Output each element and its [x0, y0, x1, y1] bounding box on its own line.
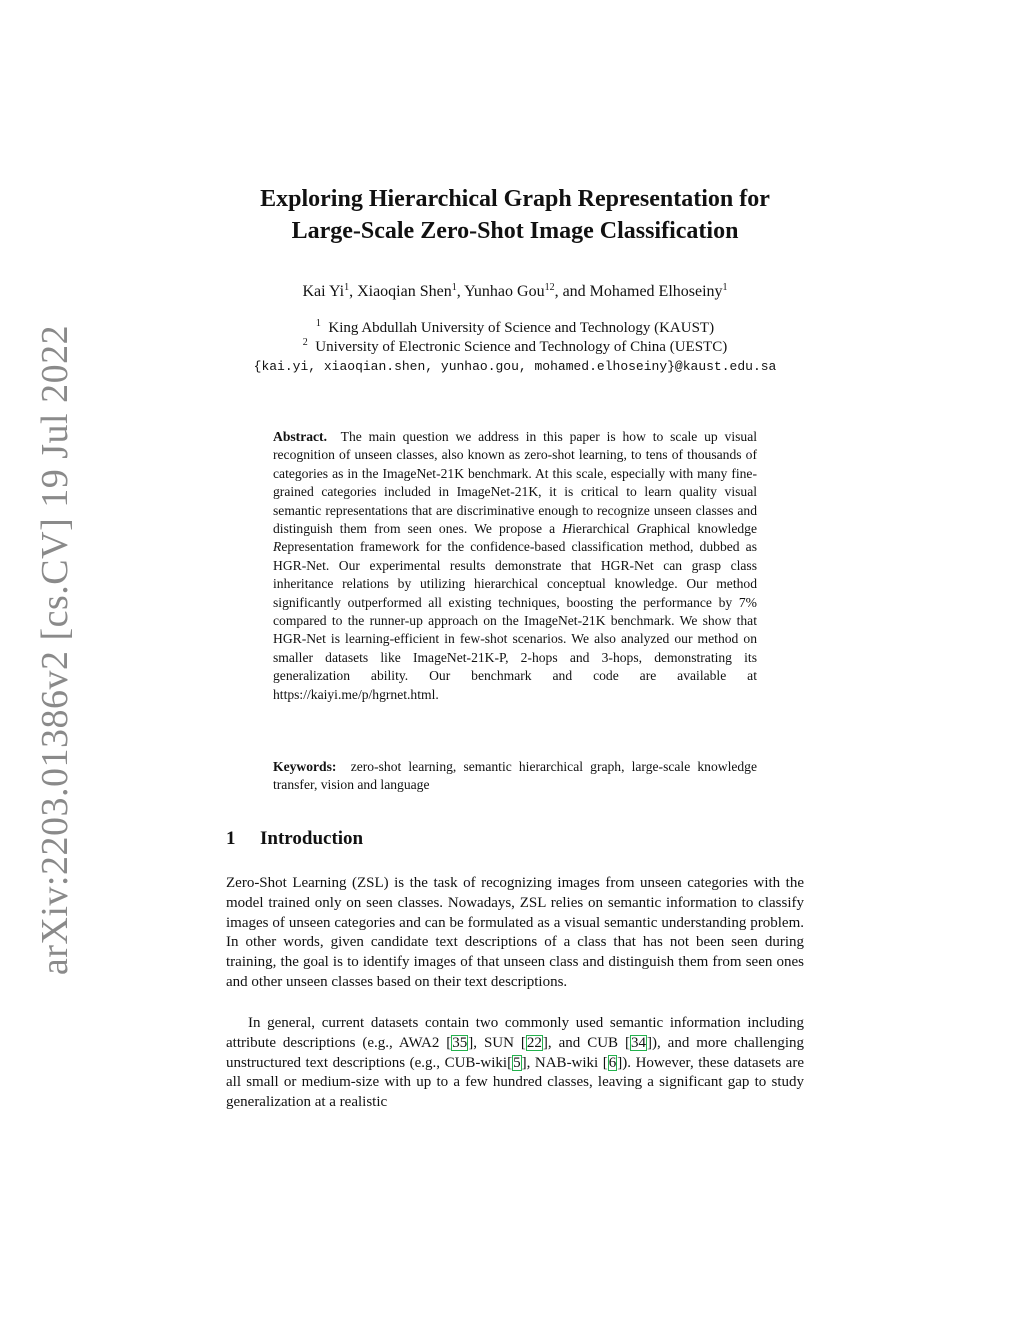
abstract-emphasis-letter: G — [636, 521, 647, 537]
author-list — [200, 283, 830, 301]
paragraph-text: ], SUN [ — [468, 1034, 526, 1051]
section-heading-introduction — [226, 828, 363, 850]
affiliation-text: King Abdullah University of Science and Technology (KAUST) — [328, 320, 715, 336]
arxiv-identifier: arXiv:2203.01386v2 [cs.CV] 19 Jul 2022 — [34, 324, 76, 976]
title-line-2: Large-Scale Zero-Shot Image Classification — [291, 218, 739, 244]
paragraph-text: ], NAB-wiki [ — [521, 1054, 608, 1071]
author-separator: , — [456, 283, 465, 300]
abstract-emphasis-letter: H — [562, 521, 573, 537]
abstract-label: Abstract. — [273, 429, 327, 444]
paragraph-text: ]). However, these datasets are all small or medium-size with up to a few hundred classes, leaving a significant gap to study generalization at a realistic — [226, 1054, 804, 1111]
paragraph-text: In general, current datasets contain two commonly used semantic information including attribute descriptions (e.g., AWA2 [ — [226, 1015, 804, 1051]
author-affiliation-mark: 1 — [722, 282, 728, 293]
abstract-text: raphical knowledge — [646, 521, 757, 537]
author-name: Xiaoqian Shen — [357, 283, 452, 300]
author-affiliation-mark: 1 — [451, 282, 457, 293]
affiliation-2 — [200, 338, 830, 357]
affiliation-mark: 2 — [302, 337, 308, 348]
intro-paragraph-2 — [226, 1014, 804, 1113]
author-emails: {kai.yi, xiaoqian.shen, yunhao.gou, mohamed.elhoseiny}@kaust.edu.sa — [253, 359, 777, 374]
abstract — [273, 428, 757, 704]
author-name: Kai Yi — [302, 283, 345, 300]
author-name: Mohamed Elhoseiny — [589, 283, 723, 300]
affiliation-1 — [200, 319, 830, 338]
author-separator: , — [349, 283, 358, 300]
author-affiliation-mark: 12 — [544, 282, 555, 293]
citation-link[interactable]: 34 — [630, 1034, 646, 1051]
keywords — [273, 758, 757, 795]
section-number: 1 — [226, 828, 236, 849]
abstract-text: ierarchical — [572, 521, 637, 537]
citation-link[interactable]: 6 — [608, 1054, 617, 1071]
paragraph-text: ]), and more challenging unstructured text descriptions (e.g., CUB-wiki[ — [226, 1034, 805, 1071]
title-line-1: Exploring Hierarchical Graph Representation for — [260, 186, 770, 212]
section-title: Introduction — [260, 828, 364, 849]
paragraph-text: ], and CUB [ — [542, 1034, 630, 1051]
paper-title — [200, 183, 830, 247]
affiliation-mark: 1 — [315, 318, 321, 329]
keywords-label: Keywords: — [273, 759, 337, 774]
author-affiliation-mark: 1 — [344, 282, 350, 293]
abstract-emphasis-letter: R — [273, 539, 282, 555]
abstract-text: The main question we address in this paper is how to scale up visual recognition of unseen classes, also known as zero-shot learning, to tens of thousands of categories as in the ImageNet-21K benchmark. At this scale, especially with many fine-grained categories included in ImageNet-21K, it is critical to learn quality visual semantic representations that are discriminative enough to recognize unseen classes and distinguish them from seen ones. We propose a — [273, 429, 758, 537]
citation-link[interactable]: 35 — [452, 1034, 468, 1051]
affiliation-text: University of Electronic Science and Technology of China (UESTC) — [315, 339, 728, 355]
citation-link[interactable]: 22 — [526, 1034, 542, 1051]
author-name: Yunhao Gou — [464, 283, 545, 300]
keywords-text: zero-shot learning, semantic hierarchical graph, large-scale knowledge transfer, vision and language — [273, 759, 758, 793]
author-separator: , and — [554, 283, 590, 300]
intro-paragraph-1: Zero-Shot Learning (ZSL) is the task of recognizing images from unseen categories with the model trained only on seen classes. Nowadays, ZSL relies on semantic information to classify images of unseen categories and can be formulated as a visual semantic understanding problem. In other words, given candidate text descriptions of a class that has not been seen during training, the goal is to identify images of that unseen class and distinguish them from seen ones and other unseen classes based on their text descriptions. — [226, 875, 804, 990]
abstract-text: epresentation framework for the confidence-based classification method, dubbed as HGR-Net. Our experimental results demonstrate that HGR-Net can grasp class inheritance relations by utilizing hierarchical conceptual knowledge. Our method significantly outperformed all existing techniques, boosting the performance by 7% compared to the runner-up approach on the ImageNet-21K benchmark. We show that HGR-Net is learning-efficient in few-shot scenarios. We also analyzed our method on smaller datasets like ImageNet-21K-P, 2-hops and 3-hops, demonstrating its generalization ability. Our benchmark and code are available at https://kaiyi.me/p/hgrnet.html. — [273, 539, 757, 702]
citation-link[interactable]: 5 — [513, 1054, 521, 1071]
